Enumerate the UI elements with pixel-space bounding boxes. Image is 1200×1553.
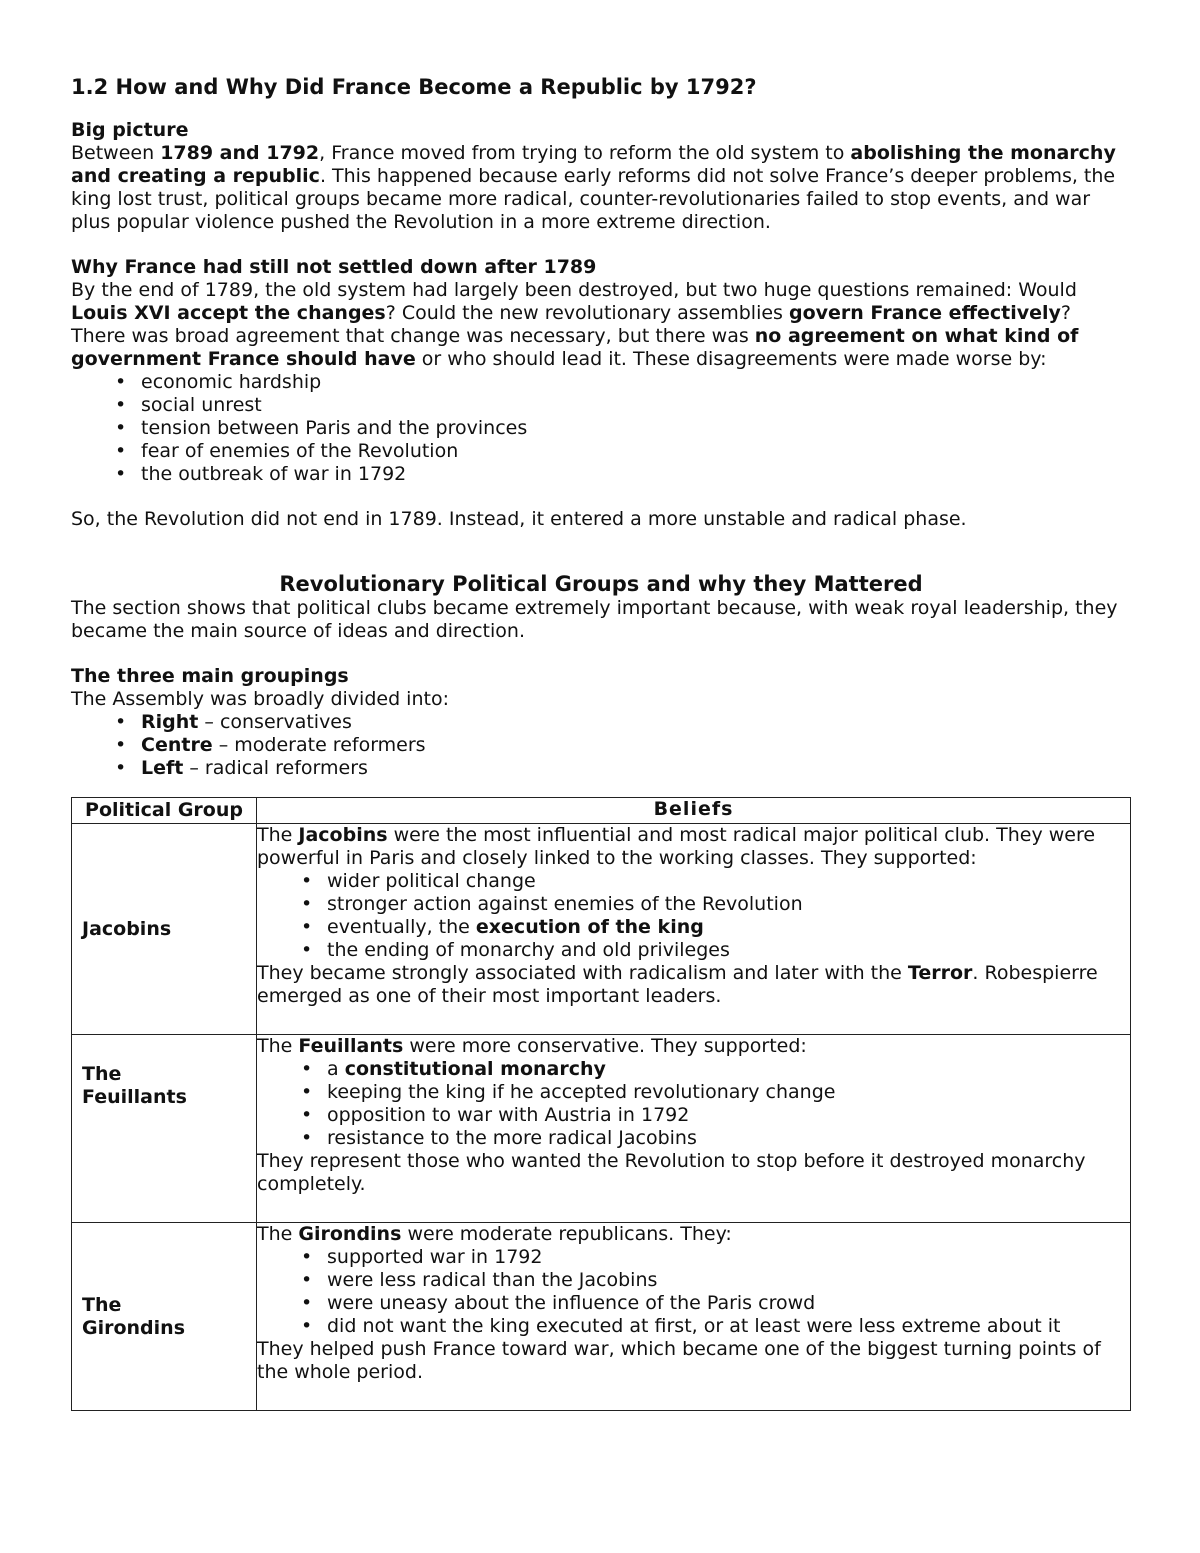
list-item: • tension between Paris and the provinces [71,417,1131,440]
why-paragraph: By the end of 1789, the old system had largely been destroyed, but two huge questions remained: Would Louis XVI accept the changes? Could the new revolutionary assemblies govern France effectively? There was broad agreement that change was necessary, but there was no agreement on what kind of government France should have or who should lead it. These disagreements were made worse by: [71,279,1079,370]
big-picture-paragraph: Between 1789 and 1792, France moved from trying to reform the old system to abolishing the monarchy and creating a republic. This happened because early reforms did not solve France’s deeper problems, the king lost trust, political groups became more radical, counter-revolutionaries failed to stop events, and war plus popular violence pushed the Revolution in a more extreme direction. [71,142,1116,233]
list-item: • social unrest [71,394,1131,417]
list-item: • economic hardship [71,371,1131,394]
groupings-lead: The Assembly was broadly divided into: [71,688,449,710]
list-item: • keeping the king if he accepted revolutionary change [257,1081,1130,1104]
document-page [71,68,1131,1411]
list-item: • Left – radical reformers [71,757,1131,780]
groupings-subheading: The three main groupings [71,665,349,687]
list-item: • were less radical than the Jacobins [257,1269,1130,1292]
jacobins-beliefs-list [257,870,1130,962]
divisions-list [71,711,1131,780]
table-header-row [72,798,1131,824]
table-row [72,824,1131,1035]
page-title: 1.2 How and Why Did France Become a Republic by 1792? [71,75,757,99]
girondins-beliefs-list [257,1246,1130,1338]
group-name-feuillants: The Feuillants [82,1063,187,1108]
feuillants-beliefs-list [257,1058,1130,1150]
list-item: • Centre – moderate reformers [71,734,1131,757]
header-beliefs: Beliefs [257,798,1131,824]
list-item: • fear of enemies of the Revolution [71,440,1131,463]
why-conclusion: So, the Revolution did not end in 1789. Instead, it entered a more unstable and radical phase. [71,508,967,530]
list-item: • the outbreak of war in 1792 [71,463,1131,486]
list-item: • resistance to the more radical Jacobins [257,1127,1130,1150]
groups-intro: The section shows that political clubs became extremely important because, with weak royal leadership, they became the main source of ideas and direction. [71,597,1118,642]
list-item: • Right – conservatives [71,711,1131,734]
problems-list [71,371,1131,486]
group-cell [72,824,257,1035]
list-item: • wider political change [257,870,1130,893]
header-political-group: Political Group [72,798,257,824]
beliefs-cell-girondins: The Girondins were moderate republicans. They: • supported war in 1792 • were less radical than the Jacobins • were uneasy about the influence of the Paris crowd • did not want the king executed at first, or at least were less extreme about it They helped push France toward war, which became one of the biggest turning points of the whole period. [257,1223,1131,1411]
list-item: • opposition to war with Austria in 1792 [257,1104,1130,1127]
beliefs-cell-jacobins: The Jacobins were the most influential and most radical major political club. They were powerful in Paris and closely linked to the working classes. They supported: • wider political change • stronger action against enemies of the Revolution • eventually, the execution of the king • the ending of monarchy and old privileges They became strongly associated with radicalism and later with the Terror. Robespierre emerged as one of their most important leaders. [257,824,1131,1035]
list-item: • a constitutional monarchy [257,1058,1130,1081]
why-heading: Why France had still not settled down after 1789 [71,256,597,278]
list-item: • did not want the king executed at first, or at least were less extreme about it [257,1315,1130,1338]
big-picture-heading: Big picture [71,119,189,141]
list-item: • the ending of monarchy and old privileges [257,939,1130,962]
political-groups-table [71,797,1131,1411]
group-cell [72,1035,257,1223]
list-item: • stronger action against enemies of the Revolution [257,893,1130,916]
list-item: • eventually, the execution of the king [257,916,1130,939]
list-item: • were uneasy about the influence of the Paris crowd [257,1292,1130,1315]
table-row [72,1035,1131,1223]
beliefs-cell-feuillants: The Feuillants were more conservative. They supported: • a constitutional monarchy • keeping the king if he accepted revolutionary change • opposition to war with Austria in 1792 • resistance to the more radical Jacobins They represent those who wanted the Revolution to stop before it destroyed monarchy completely. [257,1035,1131,1223]
group-name-girondins: The Girondins [82,1293,186,1339]
group-cell [72,1223,257,1411]
groups-heading: Revolutionary Political Groups and why they Mattered [279,572,923,596]
table-row [72,1223,1131,1411]
list-item: • supported war in 1792 [257,1246,1130,1269]
group-name-jacobins: Jacobins [82,917,172,940]
